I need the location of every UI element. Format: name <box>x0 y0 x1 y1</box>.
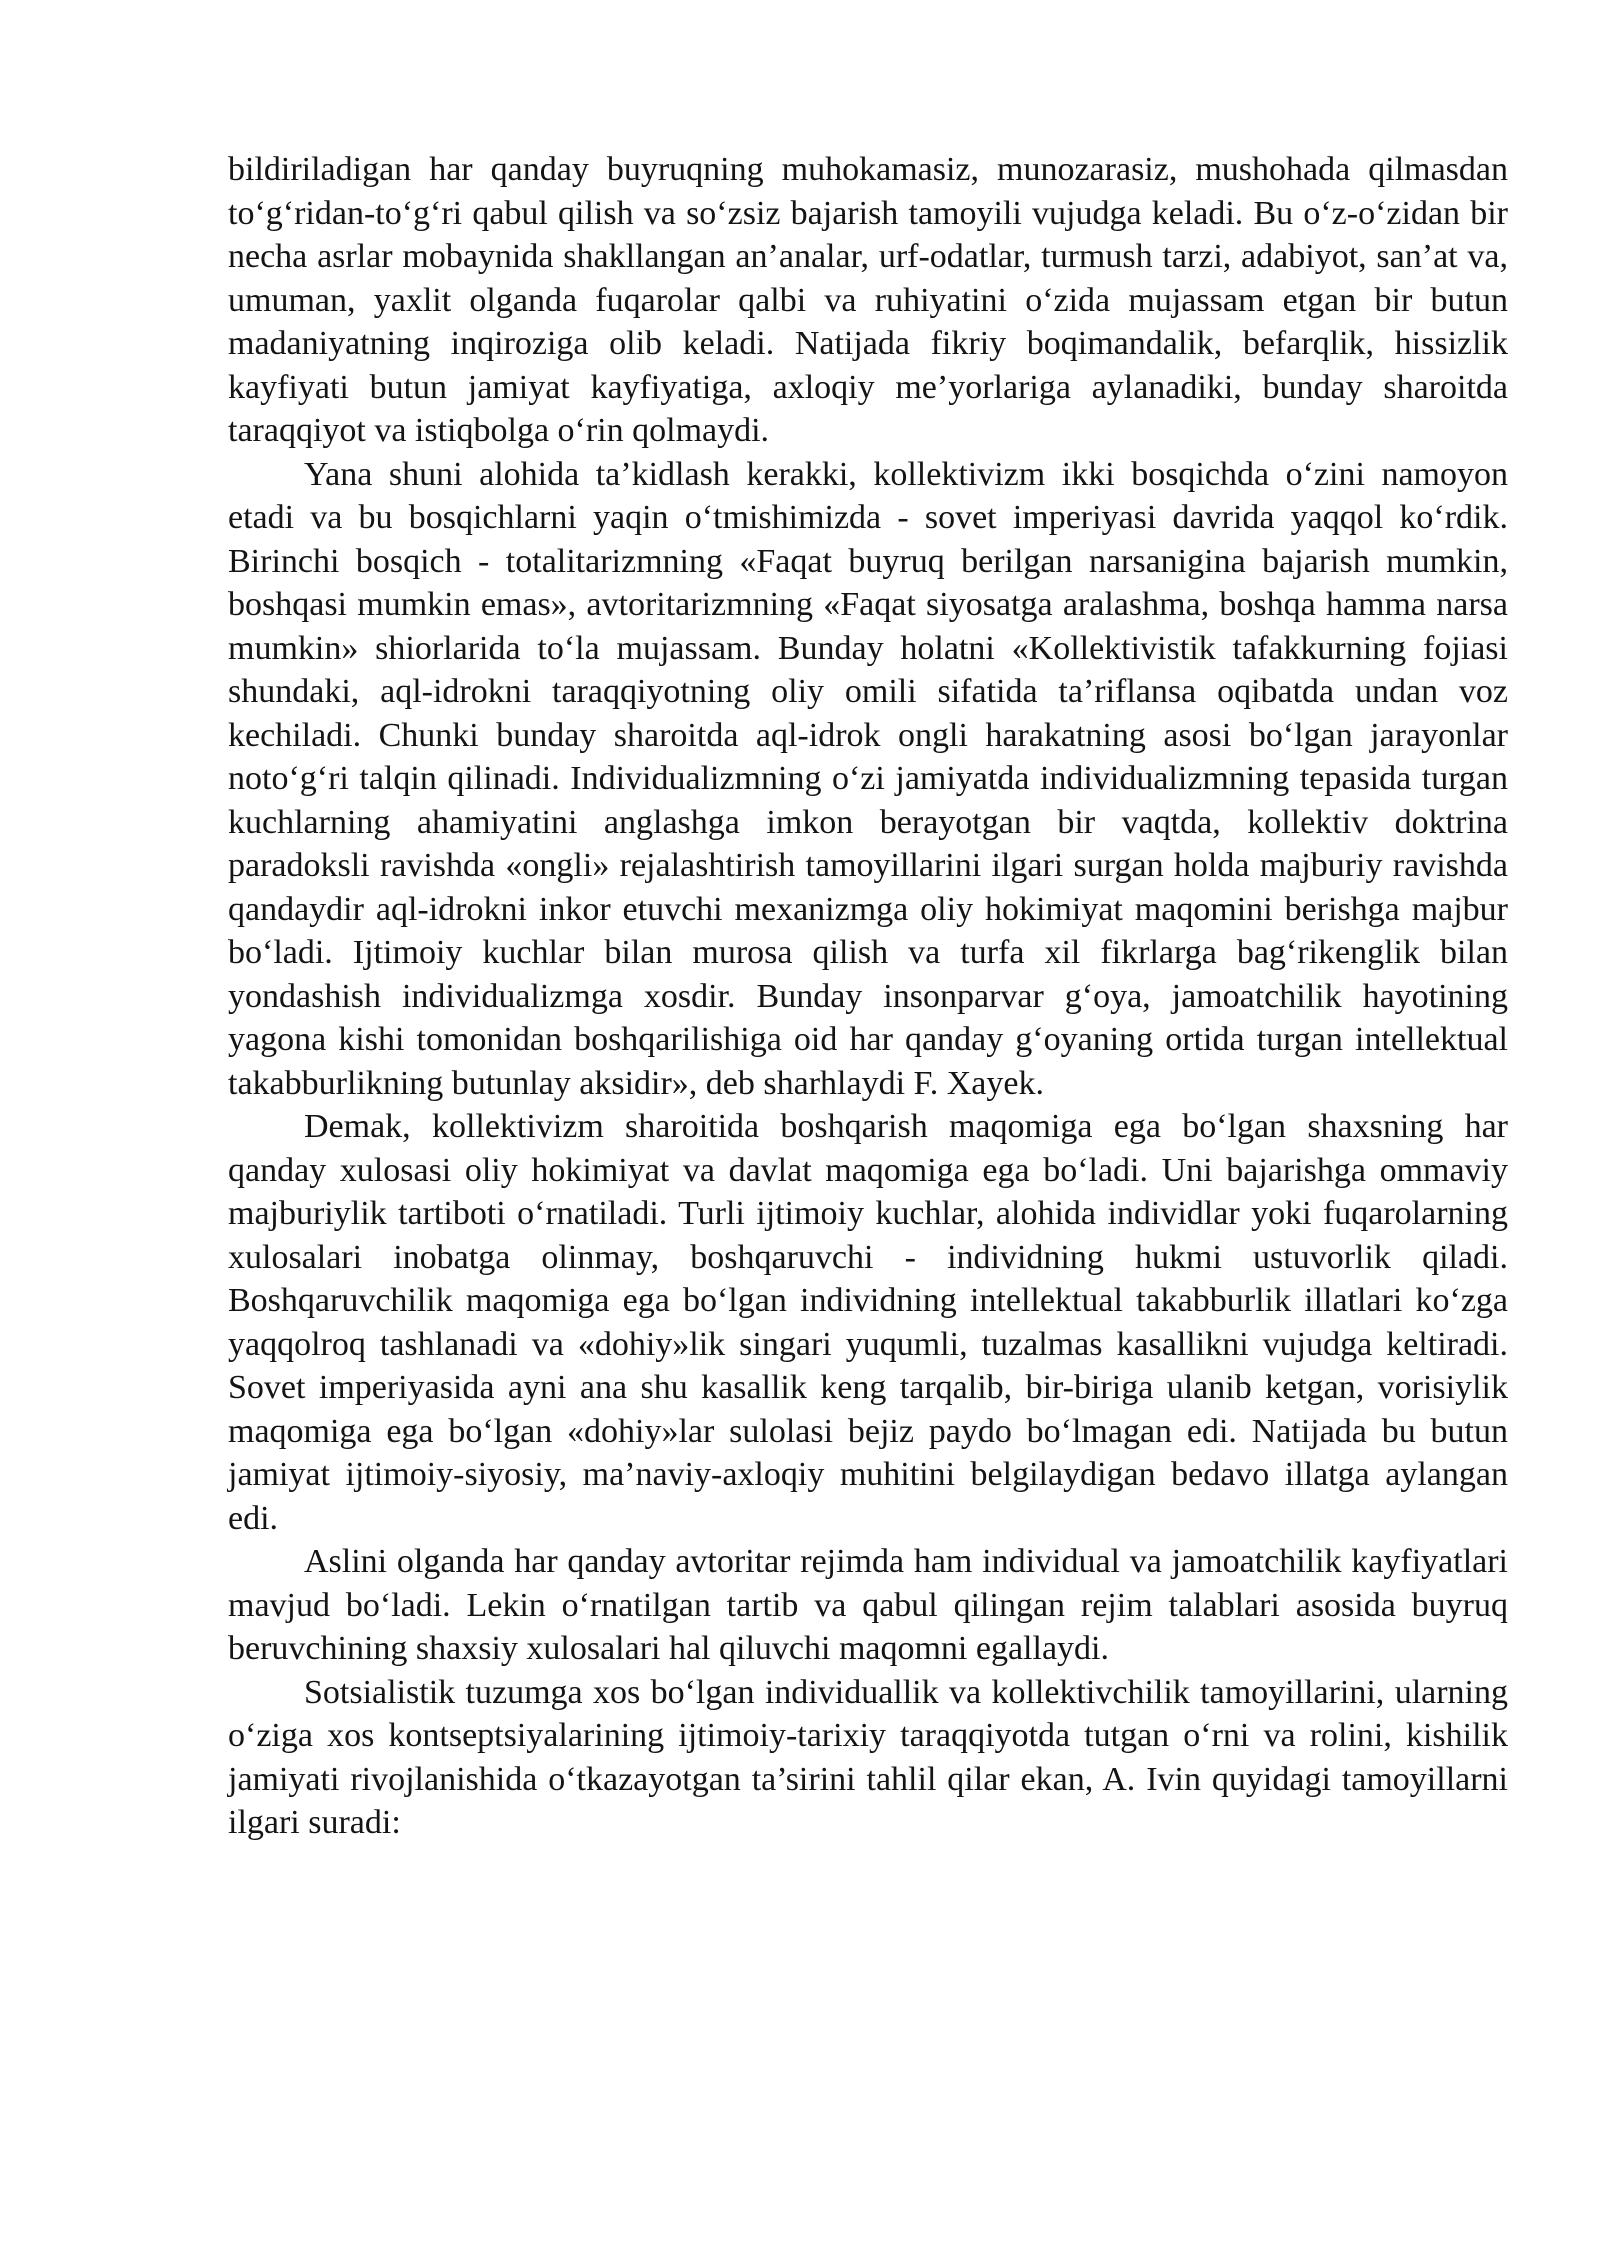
paragraph-continued-text: bildiriladigan har qanday buyruqning muhokamasiz, munozarasiz, mushohada qilmasdan to‘g‘ridan-to‘g‘ri qabul qilish va so‘zsiz bajarish tamoyili vujudga keladi. Bu o‘z-o‘zidan bir necha asrlar mobaynida shakllangan an’analar, urf-odatlar, turmush tarzi, adabiyot, san’at va, umuman, yaxlit olganda fuqarolar qalbi va ruhiyatini o‘zida mujassam etgan bir butun madaniyatning inqiroziga olib keladi. Natijada fikriy boqimandalik, befarqlik, hissizlik kayfiyati butun jamiyat kayfiyatiga, axloqiy me’yorlariga aylanadiki, bunday sharoitda taraqqiyot va istiqbolga o‘rin qolmaydi. <box>228 151 1508 449</box>
body-text <box>228 148 1508 1845</box>
paragraph-avtoritar-rejim: Aslini olganda har qanday avtoritar rejimda ham individual va jamoatchilik kayfiyatlari mavjud bo‘ladi. Lekin o‘rnatilgan tartib va qabul qilingan rejim talablari asosida buyruq beruvchining shaxsiy xulosalari hal qiluvchi maqomni egallaydi. <box>228 1543 1508 1667</box>
paragraph-boshqarish-maqomi: Demak, kollektivizm sharoitida boshqarish maqomiga ega bo‘lgan shaxsning har qanday xulosasi oliy hokimiyat va davlat maqomiga ega bo‘ladi. Uni bajarishga ommaviy majburiylik tartiboti o‘rnatiladi. Turli ijtimoiy kuchlar, alohida individlar yoki fuqarolarning xulosalari inobatga olinmay, boshqaruvchi - individning hukmi ustuvorlik qiladi. Boshqaruvchilik maqomiga ega bo‘lgan individning intellektual takabburlik illatlari ko‘zga yaqqolroq tashlanadi va «dohiy»lik singari yuqumli, tuzalmas kasallikni vujudga keltiradi. Sovet imperiyasida ayni ana shu kasallik keng tarqalib, bir-biriga ulanib ketgan, vorisiylik maqomiga ega bo‘lgan «dohiy»lar sulolasi bejiz paydo bo‘lmagan edi. Natijada bu butun jamiyat ijtimoiy-siyosiy, ma’naviy-axloqiy muhitini belgilaydigan bedavo illatga aylangan edi. <box>228 1108 1508 1537</box>
paragraph-kollektivizm-bosqichlari: Yana shuni alohida ta’kidlash kerakki, kollektivizm ikki bosqichda o‘zini namoyon etadi va bu bosqichlarni yaqin o‘tmishimizda - sovet imperiyasi davrida yaqqol ko‘rdik. Birinchi bosqich - totalitarizmning «Faqat buyruq berilgan narsanigina bajarish mumkin, boshqasi mumkin emas», avtoritarizmning «Faqat siyosatga aralashma, boshqa hamma narsa mumkin» shiorlarida to‘la mujassam. Bunday holatni «Kollektivistik tafakkurning fojiasi shundaki, aql-idrokni taraqqiyotning oliy omili sifatida ta’riflansa oqibatda undan voz kechiladi. Chunki bunday sharoitda aql-idrok ongli harakatning asosi bo‘lgan jarayonlar noto‘g‘ri talqin qilinadi. Individualizmning o‘zi jamiyatda individualizmning tepasida turgan kuchlarning ahamiyatini anglashga imkon berayotgan bir vaqtda, kollektiv doktrina paradoksli ravishda «ongli» rejalashtirish tamoyillarini ilgari surgan holda majburiy ravishda qandaydir aql-idrokni inkor etuvchi mexanizmga oliy hokimiyat maqomini berishga majbur bo‘ladi. Ijtimoiy kuchlar bilan murosa qilish va turfa xil fikrlarga bag‘rikenglik bilan yondashish individualizmga xosdir. Bunday insonparvar g‘oya, jamoatchilik hayotining yagona kishi tomonidan boshqarilishiga oid har qanday g‘oyaning ortida turgan intellektual takabburlikning butunlay aksidir», deb sharhlaydi F. Xayek. <box>228 455 1508 1102</box>
paragraph-sotsialistik-tuzum: Sotsialistik tuzumga xos bo‘lgan individuallik va kollektivchilik tamoyillarini, ularning o‘ziga xos kontseptsiyalarining ijtimoiy-tarixiy taraqqiyotda tutgan o‘rni va rolini, kishilik jamiyati rivojlanishida o‘tkazayotgan ta’sirini tahlil qilar ekan, A. Ivin quyidagi tamoyillarni ilgari suradi: <box>228 1673 1508 1841</box>
